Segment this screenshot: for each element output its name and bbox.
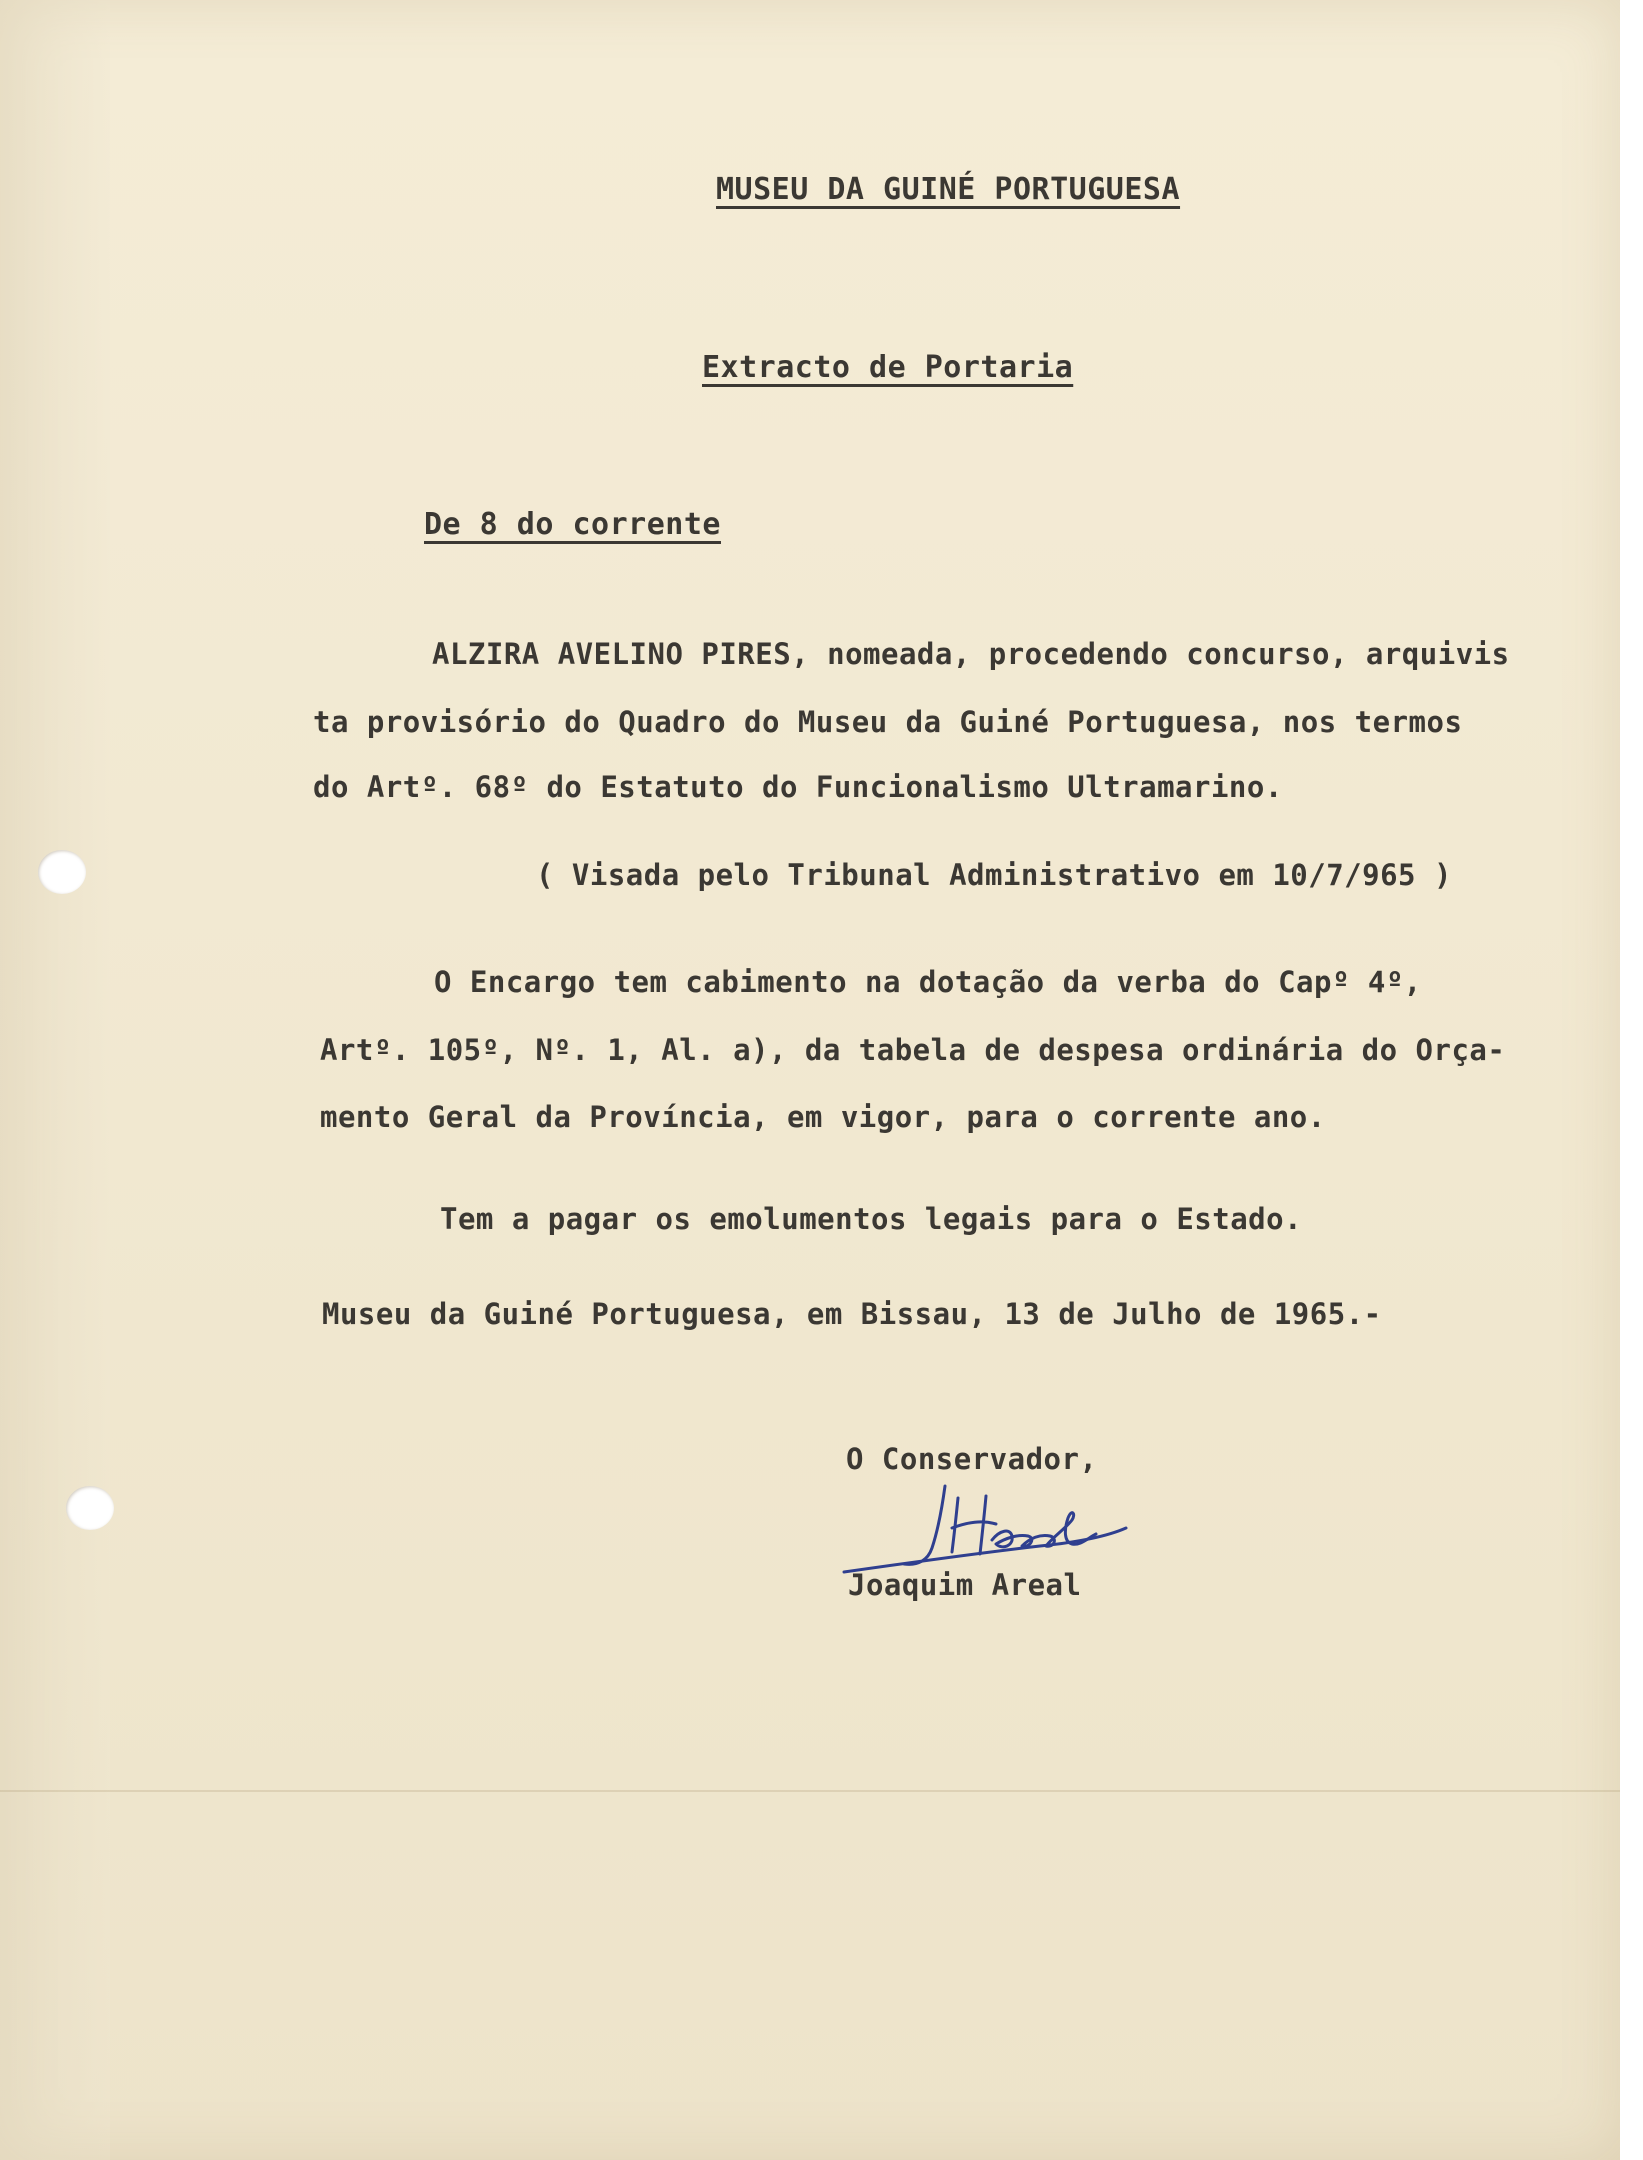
signatory-title: O Conservador, bbox=[846, 1442, 1098, 1476]
date-heading: De 8 do corrente bbox=[424, 507, 721, 542]
punch-hole bbox=[66, 1486, 114, 1530]
visa-note: ( Visada pelo Tribunal Administrativo em 10/7/965 ) bbox=[536, 858, 1452, 892]
document-header: MUSEU DA GUINÉ PORTUGUESA bbox=[716, 172, 1181, 207]
paper-edge-shading bbox=[0, 0, 110, 2160]
punch-hole bbox=[38, 850, 86, 894]
paragraph1-line2: ta provisório do Quadro do Museu da Guiné Portuguesa, nos termos bbox=[313, 705, 1463, 739]
paragraph1-line3: do Artº. 68º do Estatuto do Funcionalismo Ultramarino. bbox=[313, 770, 1283, 804]
paragraph2-line2: Artº. 105º, Nº. 1, Al. a), da tabela de despesa ordinária do Orça- bbox=[320, 1033, 1506, 1067]
handwritten-signature bbox=[840, 1468, 1130, 1578]
signatory-name: Joaquim Areal bbox=[848, 1568, 1082, 1602]
place-date-line: Museu da Guiné Portuguesa, em Bissau, 13 de Julho de 1965.- bbox=[322, 1297, 1382, 1331]
paragraph2-line3: mento Geral da Província, em vigor, para o corrente ano. bbox=[320, 1100, 1326, 1134]
paragraph1-line1: ALZIRA AVELINO PIRES, nomeada, procedendo concurso, arquivis bbox=[432, 637, 1510, 671]
paragraph3: Tem a pagar os emolumentos legais para o Estado. bbox=[440, 1202, 1303, 1236]
paragraph2-line1: O Encargo tem cabimento na dotação da verba do Capº 4º, bbox=[434, 965, 1422, 999]
paper-fold-line bbox=[0, 1790, 1620, 1792]
document-title: Extracto de Portaria bbox=[702, 350, 1074, 385]
